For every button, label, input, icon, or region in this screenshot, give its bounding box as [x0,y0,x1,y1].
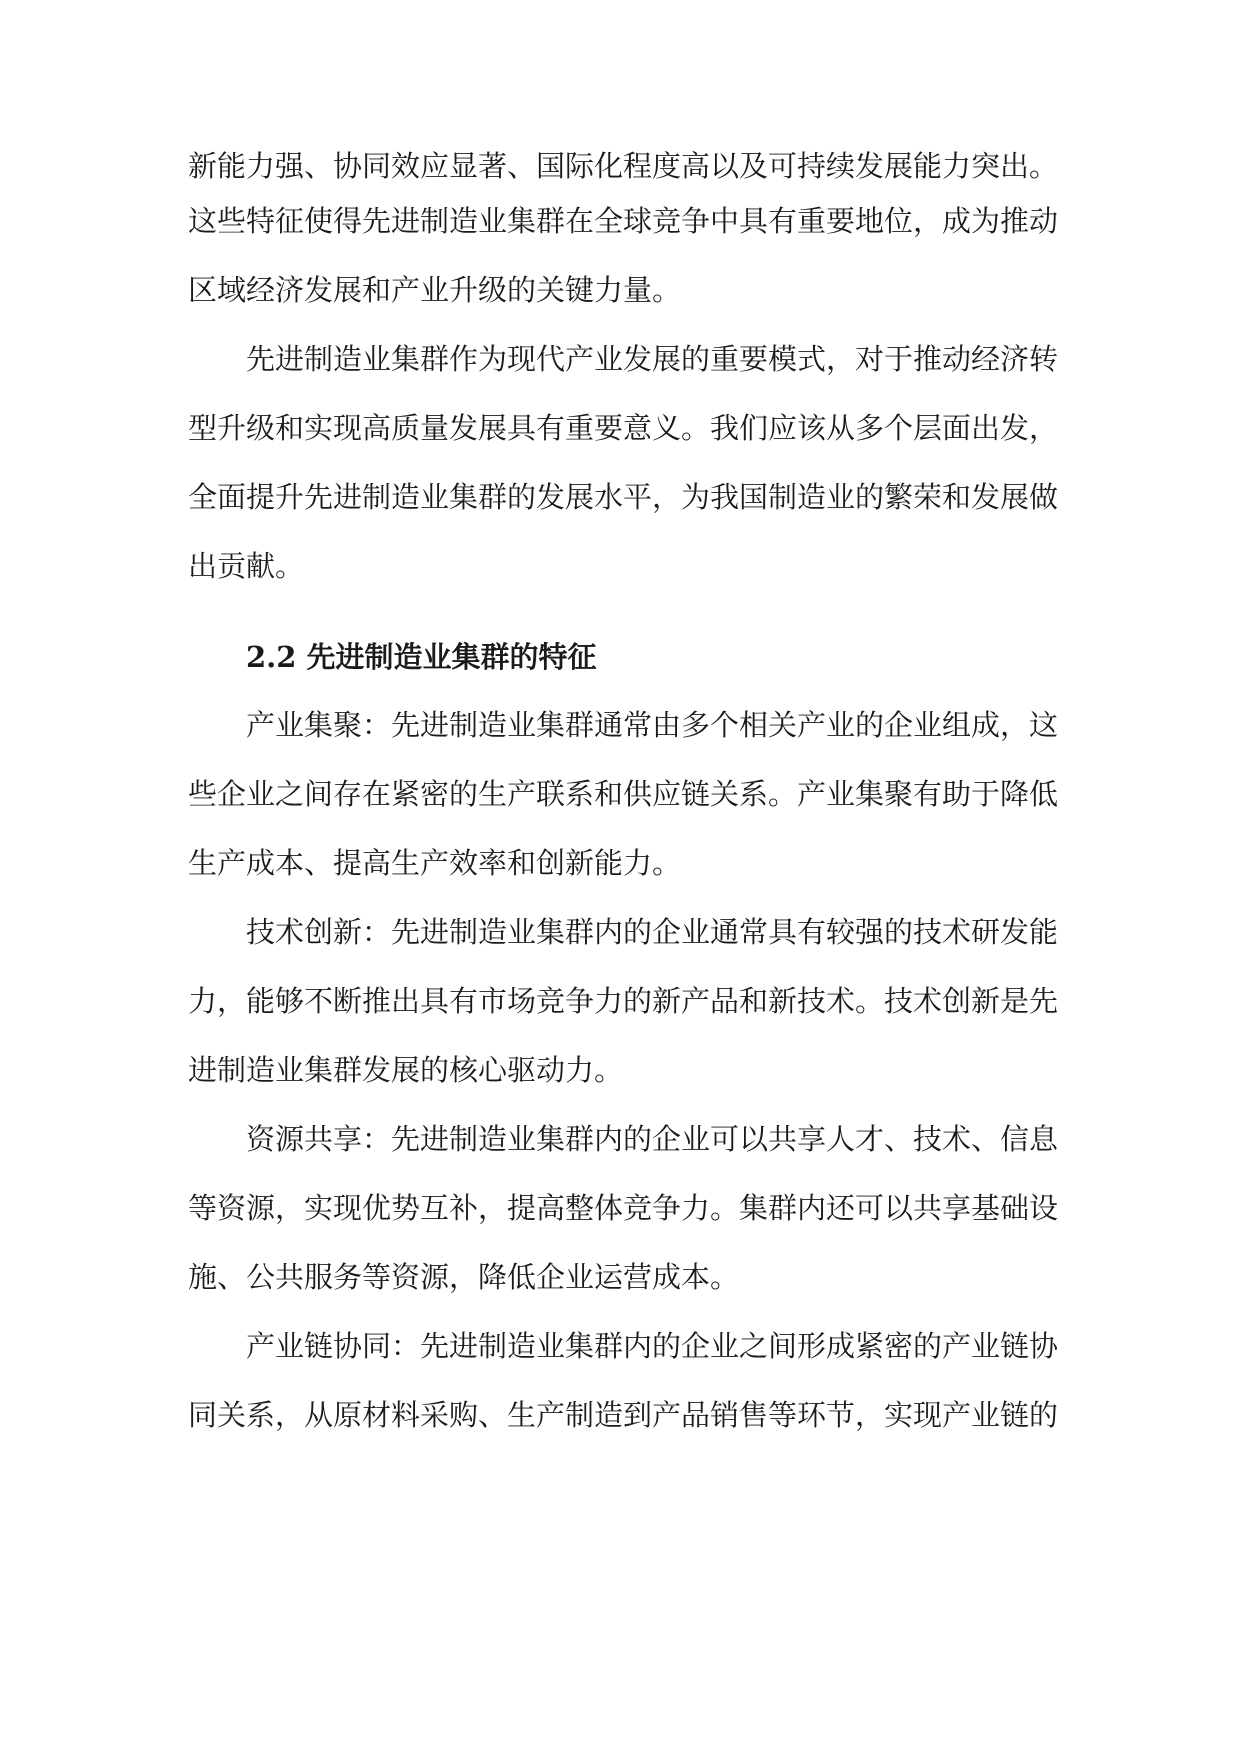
paragraph-line: 这些特征使得先进制造业集群在全球竞争中具有重要地位，成为推动 [188,204,1058,238]
paragraph-line: 先进制造业集群作为现代产业发展的重要模式，对于推动经济转 [246,342,1058,376]
paragraph-line: 施、公共服务等资源，降低企业运营成本。 [188,1260,740,1294]
paragraph-line: 型升级和实现高质量发展具有重要意义。我们应该从多个层面出发， [188,411,1058,445]
paragraph-line: 出贡献。 [188,549,305,583]
paragraph-line: 新能力强、协同效应显著、国际化程度高以及可持续发展能力突出。 [188,149,1058,183]
paragraph-line: 力，能够不断推出具有市场竞争力的新产品和新技术。技术创新是先 [188,984,1058,1018]
paragraph-line: 全面提升先进制造业集群的发展水平，为我国制造业的繁荣和发展做 [188,480,1058,514]
paragraph-line: 等资源，实现优势互补，提高整体竞争力。集群内还可以共享基础设 [188,1191,1058,1225]
paragraph-line: 资源共享：先进制造业集群内的企业可以共享人才、技术、信息 [246,1122,1058,1156]
paragraph-line: 进制造业集群发展的核心驱动力。 [188,1053,624,1087]
section-heading: 2.2 先进制造业集群的特征 [246,640,597,674]
paragraph-line: 产业集聚：先进制造业集群通常由多个相关产业的企业组成，这 [246,708,1058,742]
paragraph-line: 技术创新：先进制造业集群内的企业通常具有较强的技术研发能 [246,915,1058,949]
paragraph-line: 些企业之间存在紧密的生产联系和供应链关系。产业集聚有助于降低 [188,777,1058,811]
paragraph-line: 生产成本、提高生产效率和创新能力。 [188,846,682,880]
paragraph-line: 同关系，从原材料采购、生产制造到产品销售等环节，实现产业链的 [188,1398,1058,1432]
paragraph-line: 区域经济发展和产业升级的关键力量。 [188,273,682,307]
paragraph-line: 产业链协同：先进制造业集群内的企业之间形成紧密的产业链协 [246,1329,1058,1363]
